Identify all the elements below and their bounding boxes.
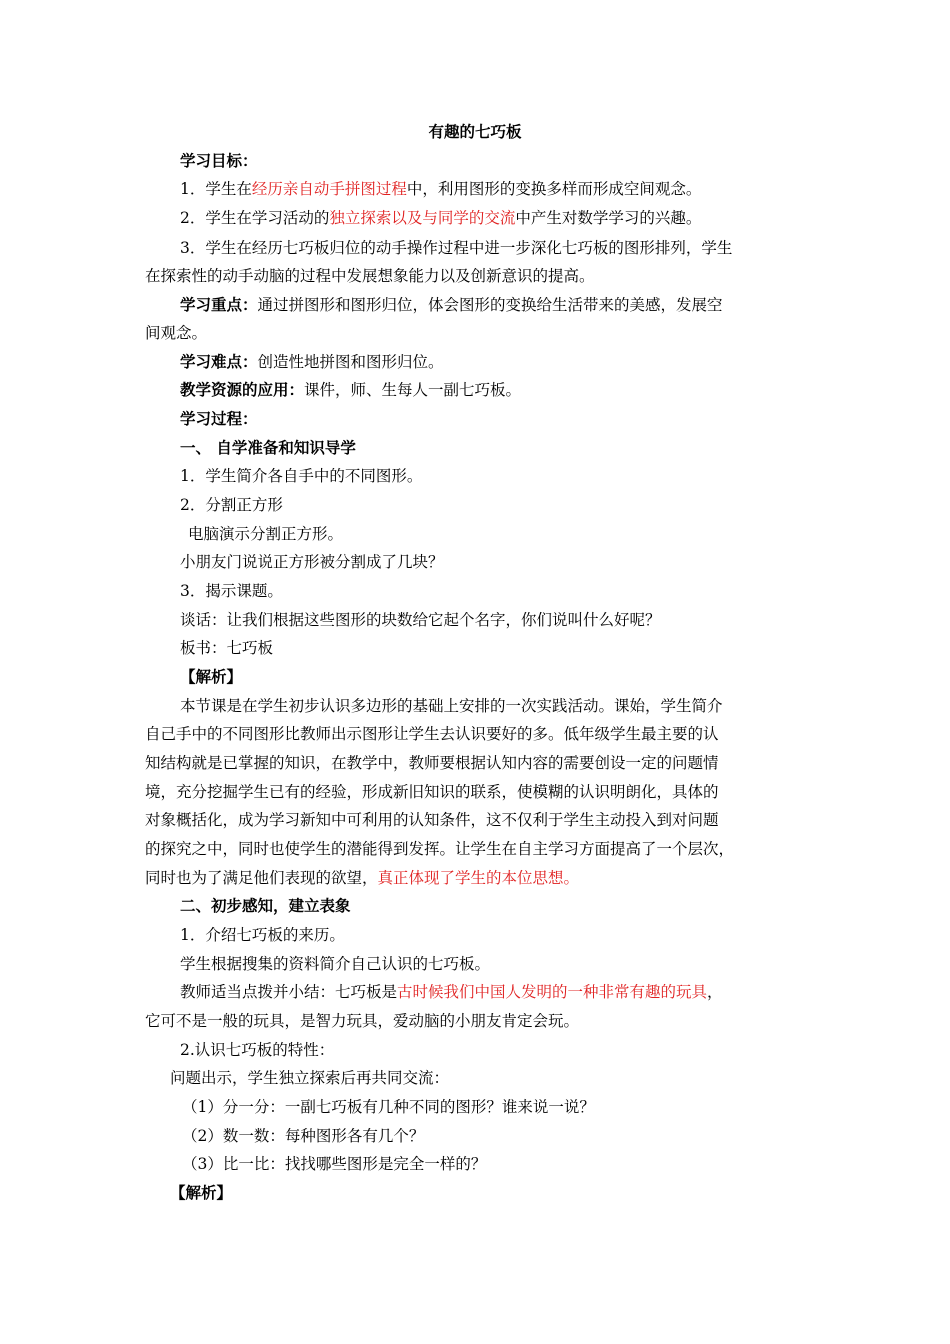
- analysis-line-4: 境，充分挖掘学生已有的经验，形成新旧知识的联系，使模糊的认识明朗化，具体的: [145, 783, 719, 801]
- part-1-line-3: 电脑演示分割正方形。: [188, 525, 344, 543]
- analysis-line-7-highlight: 真正体现了学生的本位思想。: [377, 869, 580, 887]
- part-2-line-4: 它可不是一般的玩具，是智力玩具，爱动脑的小朋友肯定会玩。: [145, 1012, 580, 1030]
- goal-1-suffix: 中，利用图形的变换多样而形成空间观念。: [406, 180, 702, 198]
- focus-text: 通过拼图形和图形归位，体会图形的变换给生活带来的美感，发展空: [257, 296, 723, 314]
- goal-item-1: [180, 179, 701, 199]
- part-1-line-1: 1．学生简介各自手中的不同图形。: [180, 467, 423, 485]
- part-2-line-3-prefix: 教师适当点拨并小结：七巧板是: [180, 983, 398, 1001]
- analysis-line-6: 的探究之中，同时也使学生的潜能得到发挥。让学生在自主学习方面提高了一个层次，: [145, 840, 735, 858]
- analysis-line-7: [145, 868, 579, 888]
- goal-1-highlight: 经历亲自动手拼图过程: [251, 180, 407, 198]
- part-2-line-3: [180, 982, 723, 1002]
- goal-item-3-line-2: 在探索性的动手动脑的过程中发展想象能力以及创新意识的提高。: [145, 267, 595, 285]
- part-2-line-3-suffix: ，: [707, 983, 723, 1001]
- analysis-line-3: 知结构就是已掌握的知识，在教学中，教师要根据认知内容的需要创设一定的问题情: [145, 754, 719, 772]
- analysis-line-5: 对象概括化，成为学习新知中可利用的认知条件，这不仅利于学生主动投入到对问题: [145, 811, 719, 829]
- focus-line-2: 间观念。: [145, 324, 208, 342]
- focus-label: 学习重点：: [180, 295, 258, 314]
- part-2-line-5: 2.认识七巧板的特性：: [180, 1041, 335, 1059]
- analysis-line-7-prefix: 同时也为了满足他们表现的欲望，: [145, 869, 378, 887]
- page-title: 有趣的七巧板: [428, 122, 522, 141]
- analysis-line-1: 本节课是在学生初步认识多边形的基础上安排的一次实践活动。课始，学生简介: [180, 697, 723, 715]
- goal-1-prefix: 1．学生在: [180, 180, 252, 198]
- analysis-line-2: 自己手中的不同图形比教师出示图形让学生去认识要好的多。低年级学生最主要的认: [145, 725, 719, 743]
- goal-item-3-line-1: 3．学生在经历七巧板归位的动手操作过程中进一步深化七巧板的图形排列，学生: [180, 239, 733, 257]
- resources-text: 课件，师、生每人一副七巧板。: [304, 381, 522, 399]
- part-1-line-4: 小朋友门说说正方形被分割成了几块？: [180, 553, 444, 571]
- part-1-line-7: 板书：七巧板: [180, 639, 274, 657]
- resources-label: 教学资源的应用：: [180, 380, 305, 399]
- resources-line: [180, 380, 521, 400]
- focus-line-1: [180, 295, 723, 315]
- part-2-line-2: 学生根据搜集的资料简介自己认识的七巧板。: [180, 955, 491, 973]
- difficulty-text: 创造性地拼图和图形归位。: [257, 353, 444, 371]
- goals-heading: 学习目标：: [180, 151, 258, 170]
- part-1-line-2: 2．分割正方形: [180, 496, 283, 514]
- difficulty-label: 学习难点：: [180, 352, 258, 371]
- part-2-heading: 二、初步感知，建立表象: [180, 896, 351, 915]
- part-2-line-6: 问题出示，学生独立探索后再共同交流：: [170, 1069, 450, 1087]
- question-3: （3）比一比：找找哪些图形是完全一样的？: [182, 1155, 487, 1173]
- part-1-line-5: 3．揭示课题。: [180, 582, 283, 600]
- question-1: （1）分一分：一副七巧板有几种不同的图形？谁来说一说？: [182, 1098, 595, 1116]
- goal-2-highlight: 独立探索以及与同学的交流: [329, 209, 516, 227]
- goal-item-2: [180, 208, 701, 228]
- question-2: （2）数一数：每种图形各有几个？: [182, 1127, 425, 1145]
- part-2-analysis-label: 【解析】: [170, 1183, 233, 1202]
- difficulty-line: [180, 352, 444, 372]
- part-1-heading: 一、 自学准备和知识导学: [180, 438, 356, 457]
- part-1-line-6: 谈话：让我们根据这些图形的块数给它起个名字，你们说叫什么好呢？: [180, 611, 661, 629]
- part-1-analysis-label: 【解析】: [180, 667, 243, 686]
- goal-2-prefix: 2．学生在学习活动的: [180, 209, 330, 227]
- part-2-line-3-highlight: 古时候我们中国人发明的一种非常有趣的玩具: [397, 983, 708, 1001]
- part-2-line-1: 1．介绍七巧板的来历。: [180, 926, 345, 944]
- goal-2-suffix: 中产生对数学学习的兴趣。: [515, 209, 702, 227]
- process-heading: 学习过程：: [180, 409, 258, 428]
